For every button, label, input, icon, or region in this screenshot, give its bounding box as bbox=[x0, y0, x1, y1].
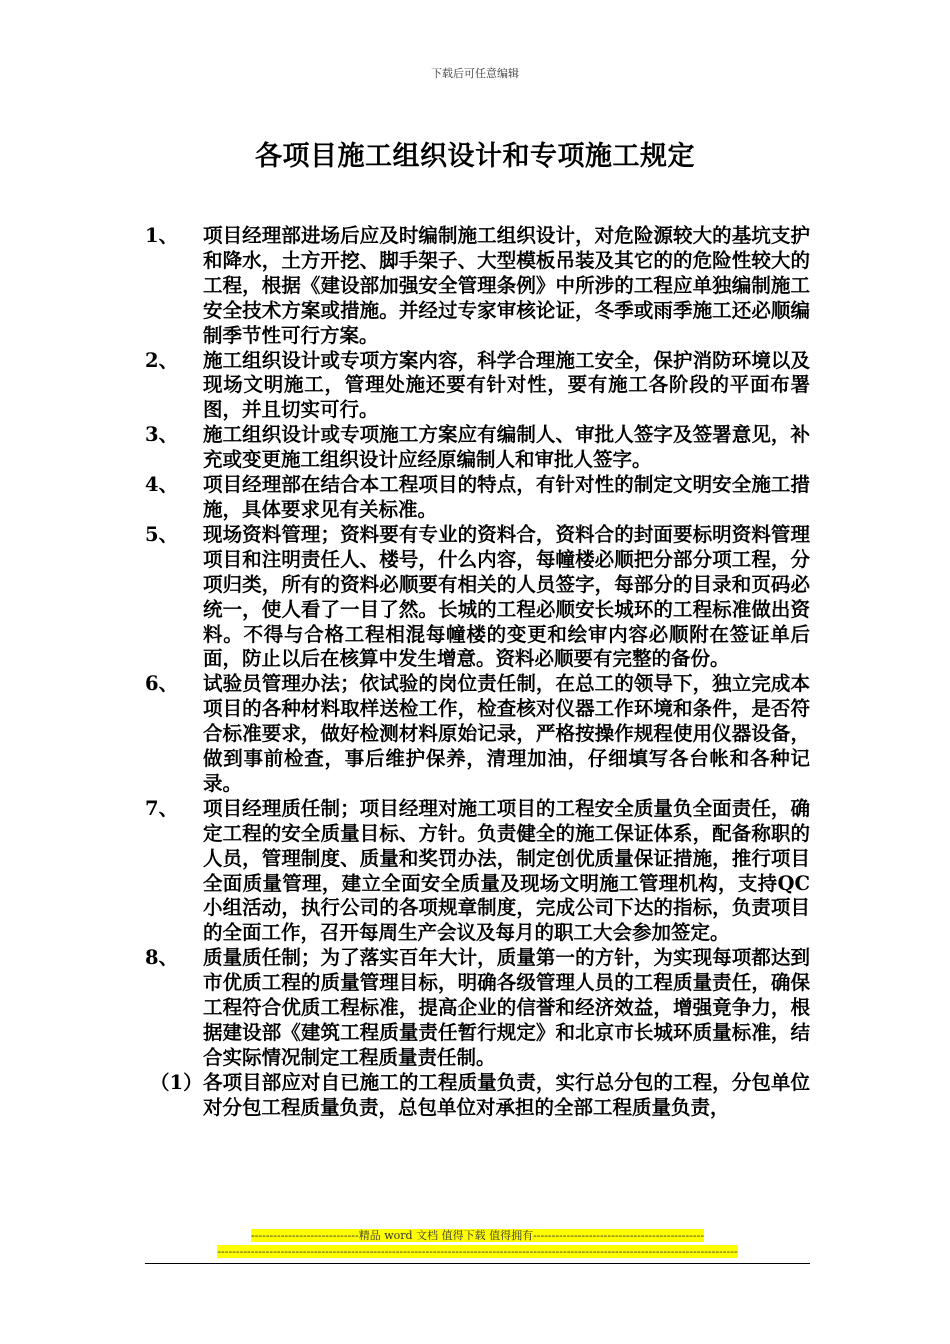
item-text: 质量质任制；为了落实百年大计，质量第一的方针，为实现每项都达到市优质工程的质量管理目标，明确各级管理人员的工程质量责任，确保工程符合优质工程标准，提高企业的信誉和经济效益，增强竟争力，根据建设部《建筑工程质量责任暂行规定》和北京市长城环质量标准，结合实际情况制定工程质量责任制。 bbox=[203, 946, 810, 1069]
document-title: 各项目施工组织设计和专项施工规定 bbox=[255, 141, 695, 172]
item-text: 项目经理质任制；项目经理对施工项目的工程安全质量负全面责任，确定工程的安全质量目标、方针。负责健全的施工保证体系，配备称职的人员，管理制度、质量和奖罚办法，制定创优质量保证措施，推行项目全面质量管理，建立全面安全质量及现场文明施工管理机构，支持QC小组活动，执行公司的各项规章制度，完成公司下达的指标，负责项目的全面工作，召开每周生产会议及每月的职工大会参加签定。 bbox=[203, 796, 810, 945]
item-text: 施工组织设计或专项施工方案应有编制人、审批人签字及签署意见，补充或变更施工组织设计应经原编制人和审批人签字。 bbox=[203, 423, 810, 472]
rules-list bbox=[145, 224, 810, 1121]
item-number: 2、 bbox=[145, 348, 179, 372]
item-text: 现场资料管理；资料要有专业的资料合，资料合的封面要标明资料管理项目和注明责任人、楼号，什么内容，每幢楼必顺把分部分项工程，分项归类，所有的资料必顺要有相关的人员签字，每部分的目录和页码必统一，使人看了一目了然。长城的工程必顺安长城环的工程标准做出资料。不得与合格工程相混每幢楼的变更和绘审内容必顺附在签证单后面，防止以后在核算中发生增意。资料必顺要有完整的备份。 bbox=[203, 522, 810, 671]
item-number: 8、 bbox=[145, 946, 179, 970]
item-number: （1） bbox=[150, 1070, 203, 1094]
item-text: 项目经理部进场后应及时编制施工组织设计，对危险源较大的基坑支护和降水，土方开挖、脚手架子、大型模板吊装及其它的的危险性较大的工程，根据《建设部加强安全管理条例》中所涉的工程应单独编制施工安全技术方案或措施。并经过专家审核论证，冬季或雨季施工还必顺编制季节性可行方案。 bbox=[203, 224, 810, 347]
item-number: 5、 bbox=[145, 522, 179, 546]
item-number: 6、 bbox=[145, 672, 179, 696]
footer-banner-text: -----------------------------精品 word 文档 值得下载 值得拥有---------------------------------------------- bbox=[250, 1229, 705, 1242]
item-number: 1、 bbox=[145, 224, 179, 247]
list-item bbox=[145, 349, 810, 424]
list-item bbox=[145, 672, 810, 797]
item-text: 试验员管理办法；依试验的岗位责任制，在总工的领导下，独立完成本项目的各种材料取样送检工作，检查核对仪器工作环境和条件，是否符合标准要求，做好检测材料原始记录，严格按操作规程使用仪器设备，做到事前检查，事后维护保养，清理加油，仔细填写各台帐和各种记录。 bbox=[203, 672, 810, 795]
list-item-sub bbox=[145, 1071, 810, 1121]
footer-rule bbox=[145, 1263, 810, 1264]
footer-dash-line bbox=[145, 1245, 810, 1259]
footer-banner bbox=[145, 1229, 810, 1243]
list-item bbox=[145, 473, 810, 523]
item-text: 各项目部应对自已施工的工程质量负责，实行总分包的工程，分包单位对分包工程质量负责，总包单位对承担的全部工程质量负责， bbox=[203, 1070, 810, 1119]
list-item bbox=[145, 946, 810, 1071]
list-item bbox=[145, 523, 810, 672]
item-number: 3、 bbox=[145, 423, 179, 447]
item-number: 7、 bbox=[145, 796, 179, 820]
list-item bbox=[145, 423, 810, 473]
list-item bbox=[145, 224, 810, 349]
page-header-note: 下载后可任意编辑 bbox=[431, 67, 519, 80]
item-number: 4、 bbox=[145, 473, 179, 497]
footer-dash-text: -------------------------------------------------------------------------------------------------------------------------------------------- bbox=[217, 1245, 738, 1258]
list-item bbox=[145, 797, 810, 946]
item-text: 施工组织设计或专项方案内容，科学合理施工安全，保护消防环境以及现场文明施工，管理处施还要有针对性，要有施工各阶段的平面布署图，并且切实可行。 bbox=[203, 348, 810, 422]
item-text: 项目经理部在结合本工程项目的特点，有针对性的制定文明安全施工措施，具体要求见有关标准。 bbox=[203, 473, 810, 521]
